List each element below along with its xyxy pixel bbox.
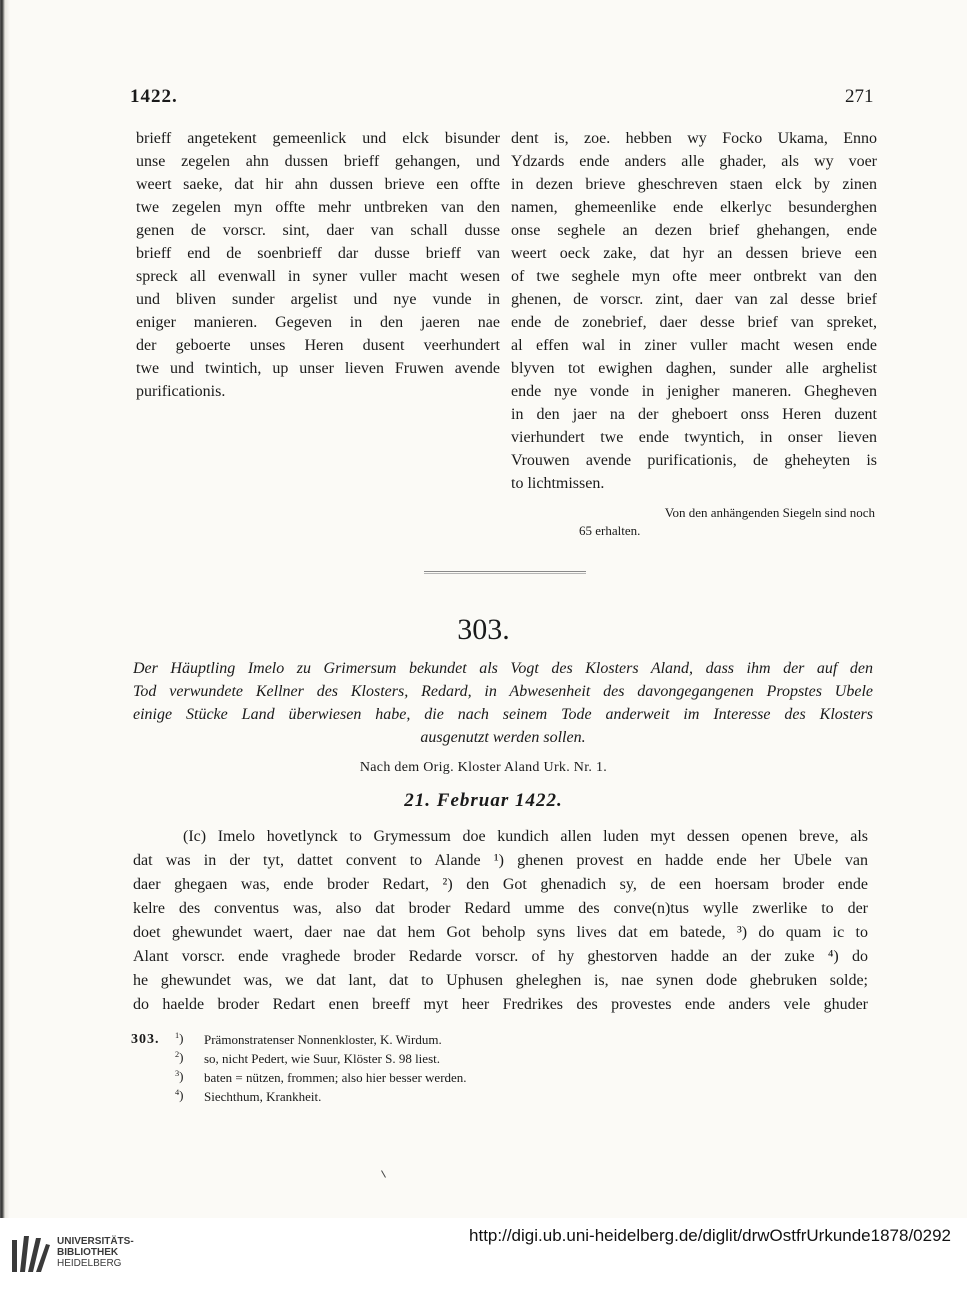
right-text-column [511, 127, 877, 495]
document-number: 303. [457, 613, 510, 646]
footnote-text: Prämonstratenser Nonnenkloster, K. Wirdum. [204, 1032, 442, 1047]
footnote-document-ref: 303. [131, 1032, 160, 1047]
footnote-mark-number: 2 [175, 1050, 180, 1059]
running-header-year: 1422. [130, 86, 178, 107]
footnote-row [131, 1068, 691, 1087]
footnote-mark: $^3$) [175, 1068, 184, 1084]
regest-line: Tod verwundete Kellner des Klosters, Redard, in Abwesenheit des davongegangenen Propstes Ubele [133, 683, 873, 700]
text-line: dent is, zoe. hebben wy Focko Ukama, Enno [511, 130, 877, 147]
footnote-mark: $^4$) [175, 1087, 184, 1103]
footnote-row [131, 1030, 691, 1049]
text-line: brieff angetekent gemeenlick und elck bisunder [136, 130, 500, 147]
footnote-row [131, 1087, 691, 1106]
footnote-mark-number: 3 [175, 1069, 180, 1078]
body-line: (Ic) Imelo hovetlynck to Grymessum doe kundich allen luden myt dessen openen breve, als [183, 828, 868, 845]
page-number: 271 [845, 86, 874, 107]
seal-note-line: 65 erhalten. [579, 523, 641, 538]
regest-line: einige Stücke Land überwiesen habe, die nach seinem Tode anderweit im Interesse des Klosters [133, 706, 873, 723]
document-date: 21. Februar 1422. [404, 790, 563, 811]
text-line: ghenen, de vorscr. zint, daer van zal desse brief [511, 291, 877, 308]
footnote-mark: $^2$) [175, 1049, 184, 1065]
document-regest [133, 657, 873, 749]
permalink-url[interactable]: http://digi.ub.uni-heidelberg.de/diglit/drwOstfrUrkunde1878/0292 [469, 1226, 951, 1245]
body-line: dat was in der tyt, dattet convent to Alande ¹) ghenen provest en hadde ende her Ubele van [133, 852, 868, 869]
regest-line: ausgenutzt werden sollen. [420, 729, 586, 746]
regest-line: Der Häuptling Imelo zu Grimersum bekundet als Vogt des Klosters Aland, dass ihm der auf den [133, 660, 873, 677]
text-line: namen, ghemeenlike ende elkerlyc besunderghen [511, 199, 877, 216]
text-line: unse zegelen ahn dussen brieff gehangen, und [136, 153, 500, 170]
text-line: in dezen brieve gheschreven staen elck by zinen [511, 176, 877, 193]
text-line: al effen wal in ziner vuller macht wesen ende [511, 337, 877, 354]
text-line: weert saeke, dat hir ahn dussen brieve een offte [136, 176, 500, 193]
text-line: Ydzards ende anders alle ghader, als wy voer [511, 153, 877, 170]
text-line: weert oeck zake, dat hyr an dessen brieve een [511, 245, 877, 262]
text-line: genen de vorscr. sint, daer van schall dusse [136, 222, 500, 239]
scan-edge-shadow [0, 0, 10, 1218]
footnote-text: Siechthum, Krankheit. [204, 1089, 322, 1104]
footnote-mark: $^1$) [175, 1030, 184, 1046]
body-line: daer ghegaen was, ende broder Redart, ²) den Got ghenadich sy, de een hoersam broder ende [133, 876, 868, 893]
seal-note [511, 504, 875, 540]
seal-note-line: Von den anhängenden Siegeln sind noch [664, 505, 875, 520]
text-line: brieff end de soenbrieff dar dusse brieff van [136, 245, 500, 262]
footnotes [131, 1030, 691, 1106]
body-line: Alant vorscr. ende vraghede broder Redarde vorscr. of hy ghestorven hadde an der zuke ⁴) do [133, 948, 868, 965]
footnote-row [131, 1049, 691, 1068]
text-line: vierhundert twe ende twyntich, in onser lieven [511, 429, 877, 446]
text-line: onse seghele an dezen brief ghehangen, ende [511, 222, 877, 239]
body-line: doet ghewundet waert, daer nae dat hem Got beholp syns lives dat em batede, ³) do quam ic to [133, 924, 868, 941]
source-reference: Nach dem Orig. Kloster Aland Urk. Nr. 1. [359, 760, 608, 775]
text-line: spreck all evenwall in syner vuller macht wesen [136, 268, 500, 285]
body-line: do haelde broder Redart enen breeff myt heer Fredrikes des provestes ende anders vele ghuder [133, 996, 868, 1013]
text-line: der geboerte unses Heren dusent veerhundert [136, 337, 500, 354]
library-logo-icon[interactable] [8, 1232, 52, 1276]
left-text-column [136, 127, 500, 403]
text-line: Vrouwen avende purificationis, de gheheyten is [511, 452, 877, 469]
body-line: kelre des conventus was, also dat broder Redard umme des conve(n)tus wylle zwerlike to der [133, 900, 868, 917]
section-divider [424, 571, 586, 574]
library-logo-text [57, 1236, 134, 1269]
footnote-text: baten = nützen, frommen; also hier besser werden. [204, 1070, 467, 1085]
text-line: to lichtmissen. [511, 475, 605, 492]
scan-artifact [381, 1170, 386, 1177]
text-line: und bliven sunder argelist und nye vunde in [136, 291, 500, 308]
text-line: in den jaer na der gheboert onss Heren duzent [511, 406, 877, 423]
text-line: eniger manieren. Gegeven in den jaeren nae [136, 314, 500, 331]
footnote-text: so, nicht Pedert, wie Suur, Klöster S. 98 liest. [204, 1051, 440, 1066]
text-line: twe zegelen myn offte mehr untbreken van den [136, 199, 500, 216]
text-line: ende de zonebrief, daer desse brief van spreket, [511, 314, 877, 331]
logo-line: HEIDELBERG [57, 1258, 122, 1269]
logo-line: UNIVERSITÄTS- [57, 1236, 134, 1247]
document-body [133, 825, 868, 1017]
logo-line: BIBLIOTHEK [57, 1247, 119, 1258]
text-line: twe und twintich, up unser lieven Fruwen avende [136, 360, 500, 377]
footnote-mark-number: 1 [175, 1031, 180, 1040]
body-line: he ghewundet was, we dat lant, dat to Uphusen gheleghen is, nae synen dode ghebruken solde; [133, 972, 868, 989]
footnote-mark-number: 4 [175, 1088, 180, 1097]
text-line: of twe seghele myn ofte meer ontbrekt van den [511, 268, 877, 285]
text-line: purificationis. [136, 383, 226, 400]
text-line: blyven tot ewighen daghen, sunder alle arghelist [511, 360, 877, 377]
text-line: ende nye vonde in jenigher maneren. Ghegheven [511, 383, 877, 400]
